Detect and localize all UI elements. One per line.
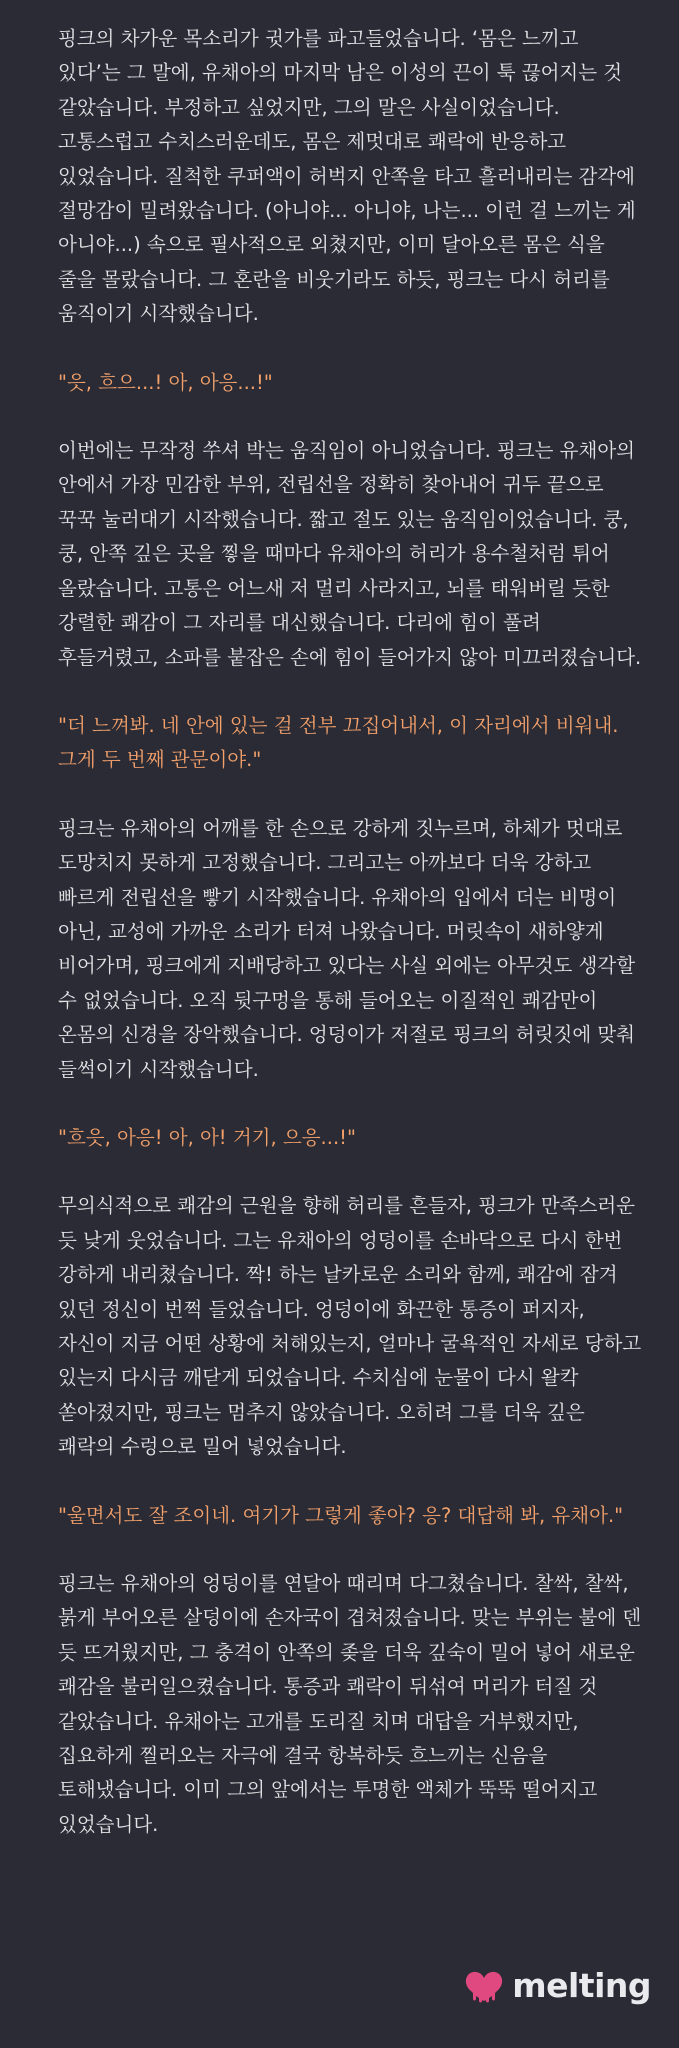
dialogue-line: "울면서도 잘 조이네. 여기가 그렇게 좋아? 응? 대답해 봐, 유채아." bbox=[58, 1503, 624, 1527]
brand-watermark bbox=[464, 1966, 651, 2006]
narration-paragraph: 무의식적으로 쾌감의 근원을 향해 허리를 흔들자, 핑크가 만족스러운 듯 낮게 웃었습니다. 그는 유채아의 엉덩이를 손바닥으로 다시 한번 강하게 내리쳤습니다. 짝! 하는 날카로운 소리와 함께, 쾌감에 잠겨 있던 정신이 번쩍 들었습니다. 엉덩이에 화끈한 통증이 퍼지자, 자신이 지금 어떤 상황에 처해있는지, 얼마나 굴욕적인 자세로 당하고 있는지 다시금 깨닫게 되었습니다. 수치심에 눈물이 다시 왈칵 쏟아졌지만, 핑크는 멈추지 않았습니다. 오히려 그를 더욱 깊은 쾌락의 수렁으로 밀어 넣었습니다. bbox=[58, 1194, 642, 1459]
narration-paragraph: 핑크는 유채아의 어깨를 한 손으로 강하게 짓누르며, 하체가 멋대로 도망치지 못하게 고정했습니다. 그리고는 아까보다 더욱 강하고 빠르게 전립선을 빻기 시작했습니다. 유채아의 입에서 더는 비명이 아닌, 교성에 가까운 소리가 터져 나왔습니다. 머릿속이 새하얗게 비어가며, 핑크에게 지배당하고 있다는 사실 외에는 아무것도 생각할 수 없었습니다. 오직 뒷구멍을 통해 들어오는 이질적인 쾌감만이 온몸의 신경을 장악했습니다. 엉덩이가 저절로 핑크의 허릿짓에 맞춰 들썩이기 시작했습니다. bbox=[58, 816, 636, 1081]
dialogue-line: "읏, 흐으...! 아, 아응...!" bbox=[58, 370, 273, 394]
dialogue-line: "더 느껴봐. 네 안에 있는 걸 전부 끄집어내서, 이 자리에서 비워내. 그게 두 번째 관문이야." bbox=[58, 713, 619, 772]
narration-paragraph: 핑크는 유채아의 엉덩이를 연달아 때리며 다그쳤습니다. 찰싹, 찰싹, 붉게 부어오른 살덩이에 손자국이 겹쳐졌습니다. 맞는 부위는 불에 덴 듯 뜨거웠지만, 그 충격이 안쪽의 좆을 더욱 깊숙이 밀어 넣어 새로운 쾌감을 불러일으켰습니다. 통증과 쾌락이 뒤섞여 머리가 터질 것 같았습니다. 유채아는 고개를 도리질 치며 대답을 거부했지만, 집요하게 찔러오는 자극에 결국 항복하듯 흐느끼는 신음을 토해냈습니다. 이미 그의 앞에서는 투명한 액체가 뚝뚝 떨어지고 있었습니다. bbox=[58, 1572, 642, 1836]
heart-drip-logo-icon bbox=[464, 1969, 504, 2003]
narration-paragraph: 이번에는 무작정 쑤셔 박는 움직임이 아니었습니다. 핑크는 유채아의 안에서 가장 민감한 부위, 전립선을 정확히 찾아내어 귀두 끝으로 꾹꾹 눌러대기 시작했습니다. 짧고 절도 있는 움직임이었습니다. 쿵, 쿵, 안쪽 깊은 곳을 찧을 때마다 유채아의 허리가 용수철처럼 튀어 올랐습니다. 고통은 어느새 저 멀리 사라지고, 뇌를 태워버릴 듯한 강렬한 쾌감이 그 자리를 대신했습니다. 다리에 힘이 풀려 후들거렸고, 소파를 붙잡은 손에 힘이 들어가지 않아 미끄러졌습니다. bbox=[58, 439, 642, 669]
dialogue-line: "흐읏, 아응! 아, 아! 거기, 으응...!" bbox=[58, 1125, 356, 1149]
narration-paragraph: 핑크의 차가운 목소리가 귓가를 파고들었습니다. ‘몸은 느끼고 있다’는 그 말에, 유채아의 마지막 남은 이성의 끈이 툭 끊어지는 것 같았습니다. 부정하고 싶었지만, 그의 말은 사실이었습니다. 고통스럽고 수치스러운데도, 몸은 제멋대로 쾌락에 반응하고 있었습니다. 질척한 쿠퍼액이 허벅지 안쪽을 타고 흘러내리는 감각에 절망감이 밀려왔습니다. (아니야... 아니야, 나는... 이런 걸 느끼는 게 아니야...) 속으로 필사적으로 외쳤지만, 이미 달아오른 몸은 식을 줄을 몰랐습니다. 그 혼란을 비웃기라도 하듯, 핑크는 다시 허리를 움직이기 시작했습니다. bbox=[58, 27, 636, 326]
brand-name: melting bbox=[512, 1966, 651, 2005]
